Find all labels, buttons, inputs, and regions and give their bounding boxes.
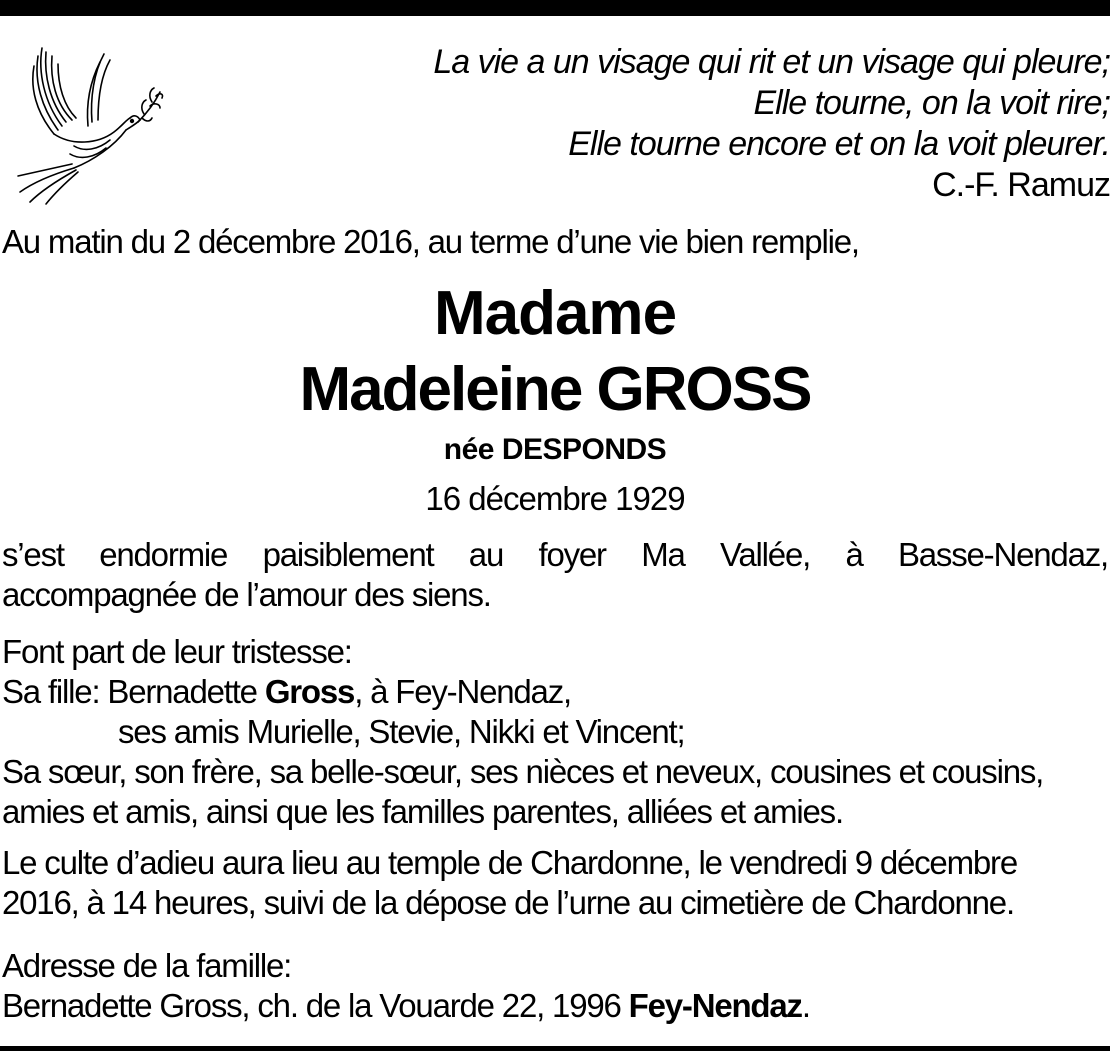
family-line: Sa sœur, son frère, sa belle-sœur, ses nièces et neveux, cousines et cousins, bbox=[2, 753, 1044, 790]
bottom-border bbox=[0, 1046, 1110, 1051]
address-heading: Adresse de la famille: bbox=[2, 947, 292, 984]
daughter-suffix: , à Fey-Nendaz, bbox=[354, 673, 571, 710]
address-line bbox=[2, 986, 1108, 1026]
ceremony-info bbox=[2, 843, 1108, 923]
intro-text: Au matin du 2 décembre 2016, au terme d’une vie bien remplie, bbox=[2, 223, 859, 260]
family-list bbox=[2, 632, 1108, 832]
family-address bbox=[2, 946, 1108, 1026]
address-prefix: Bernadette Gross, ch. de la Vouarde 22, 1996 bbox=[2, 987, 629, 1024]
epigraph-poem bbox=[210, 42, 1110, 206]
death-announcement bbox=[2, 535, 1108, 615]
deceased-name: Madeleine GROSS bbox=[299, 355, 811, 424]
daughter-prefix: Sa fille: Bernadette bbox=[2, 673, 265, 710]
poem-author: C.-F. Ramuz bbox=[932, 166, 1110, 204]
family-heading: Font part de leur tristesse: bbox=[2, 633, 352, 670]
paragraph-line: s’est endormie paisiblement au foyer Ma Vallée, à Basse-Nendaz, bbox=[2, 536, 1108, 573]
ceremony-line: Le culte d’adieu aura lieu au temple de Chardonne, le vendredi 9 décembre bbox=[2, 844, 1017, 881]
daughter-surname: Gross bbox=[264, 673, 355, 710]
birth-date: 16 décembre 1929 bbox=[425, 480, 685, 517]
ceremony-line: 2016, à 14 heures, suivi de la dépose de l’urne au cimetière de Chardonne. bbox=[2, 884, 1014, 921]
poem-line: Elle tourne encore et on la voit pleurer. bbox=[568, 125, 1110, 163]
salutation: Madame bbox=[433, 279, 677, 348]
poem-line: Elle tourne, on la voit rire; bbox=[753, 84, 1110, 122]
top-border bbox=[0, 0, 1110, 16]
address-suffix: . bbox=[801, 987, 810, 1024]
friends-line: ses amis Murielle, Stevie, Nikki et Vincent; bbox=[118, 713, 685, 750]
daughter-line bbox=[2, 672, 1108, 712]
maiden-name: née DESPONDS bbox=[443, 433, 667, 466]
paragraph-line: accompagnée de l’amour des siens. bbox=[2, 576, 491, 613]
poem-line: La vie a un visage qui rit et un visage qui pleure; bbox=[433, 43, 1110, 81]
family-line: amies et amis, ainsi que les familles parentes, alliées et amies. bbox=[2, 793, 843, 830]
address-locality: Fey-Nendaz bbox=[628, 987, 802, 1024]
dove-icon bbox=[14, 42, 164, 207]
